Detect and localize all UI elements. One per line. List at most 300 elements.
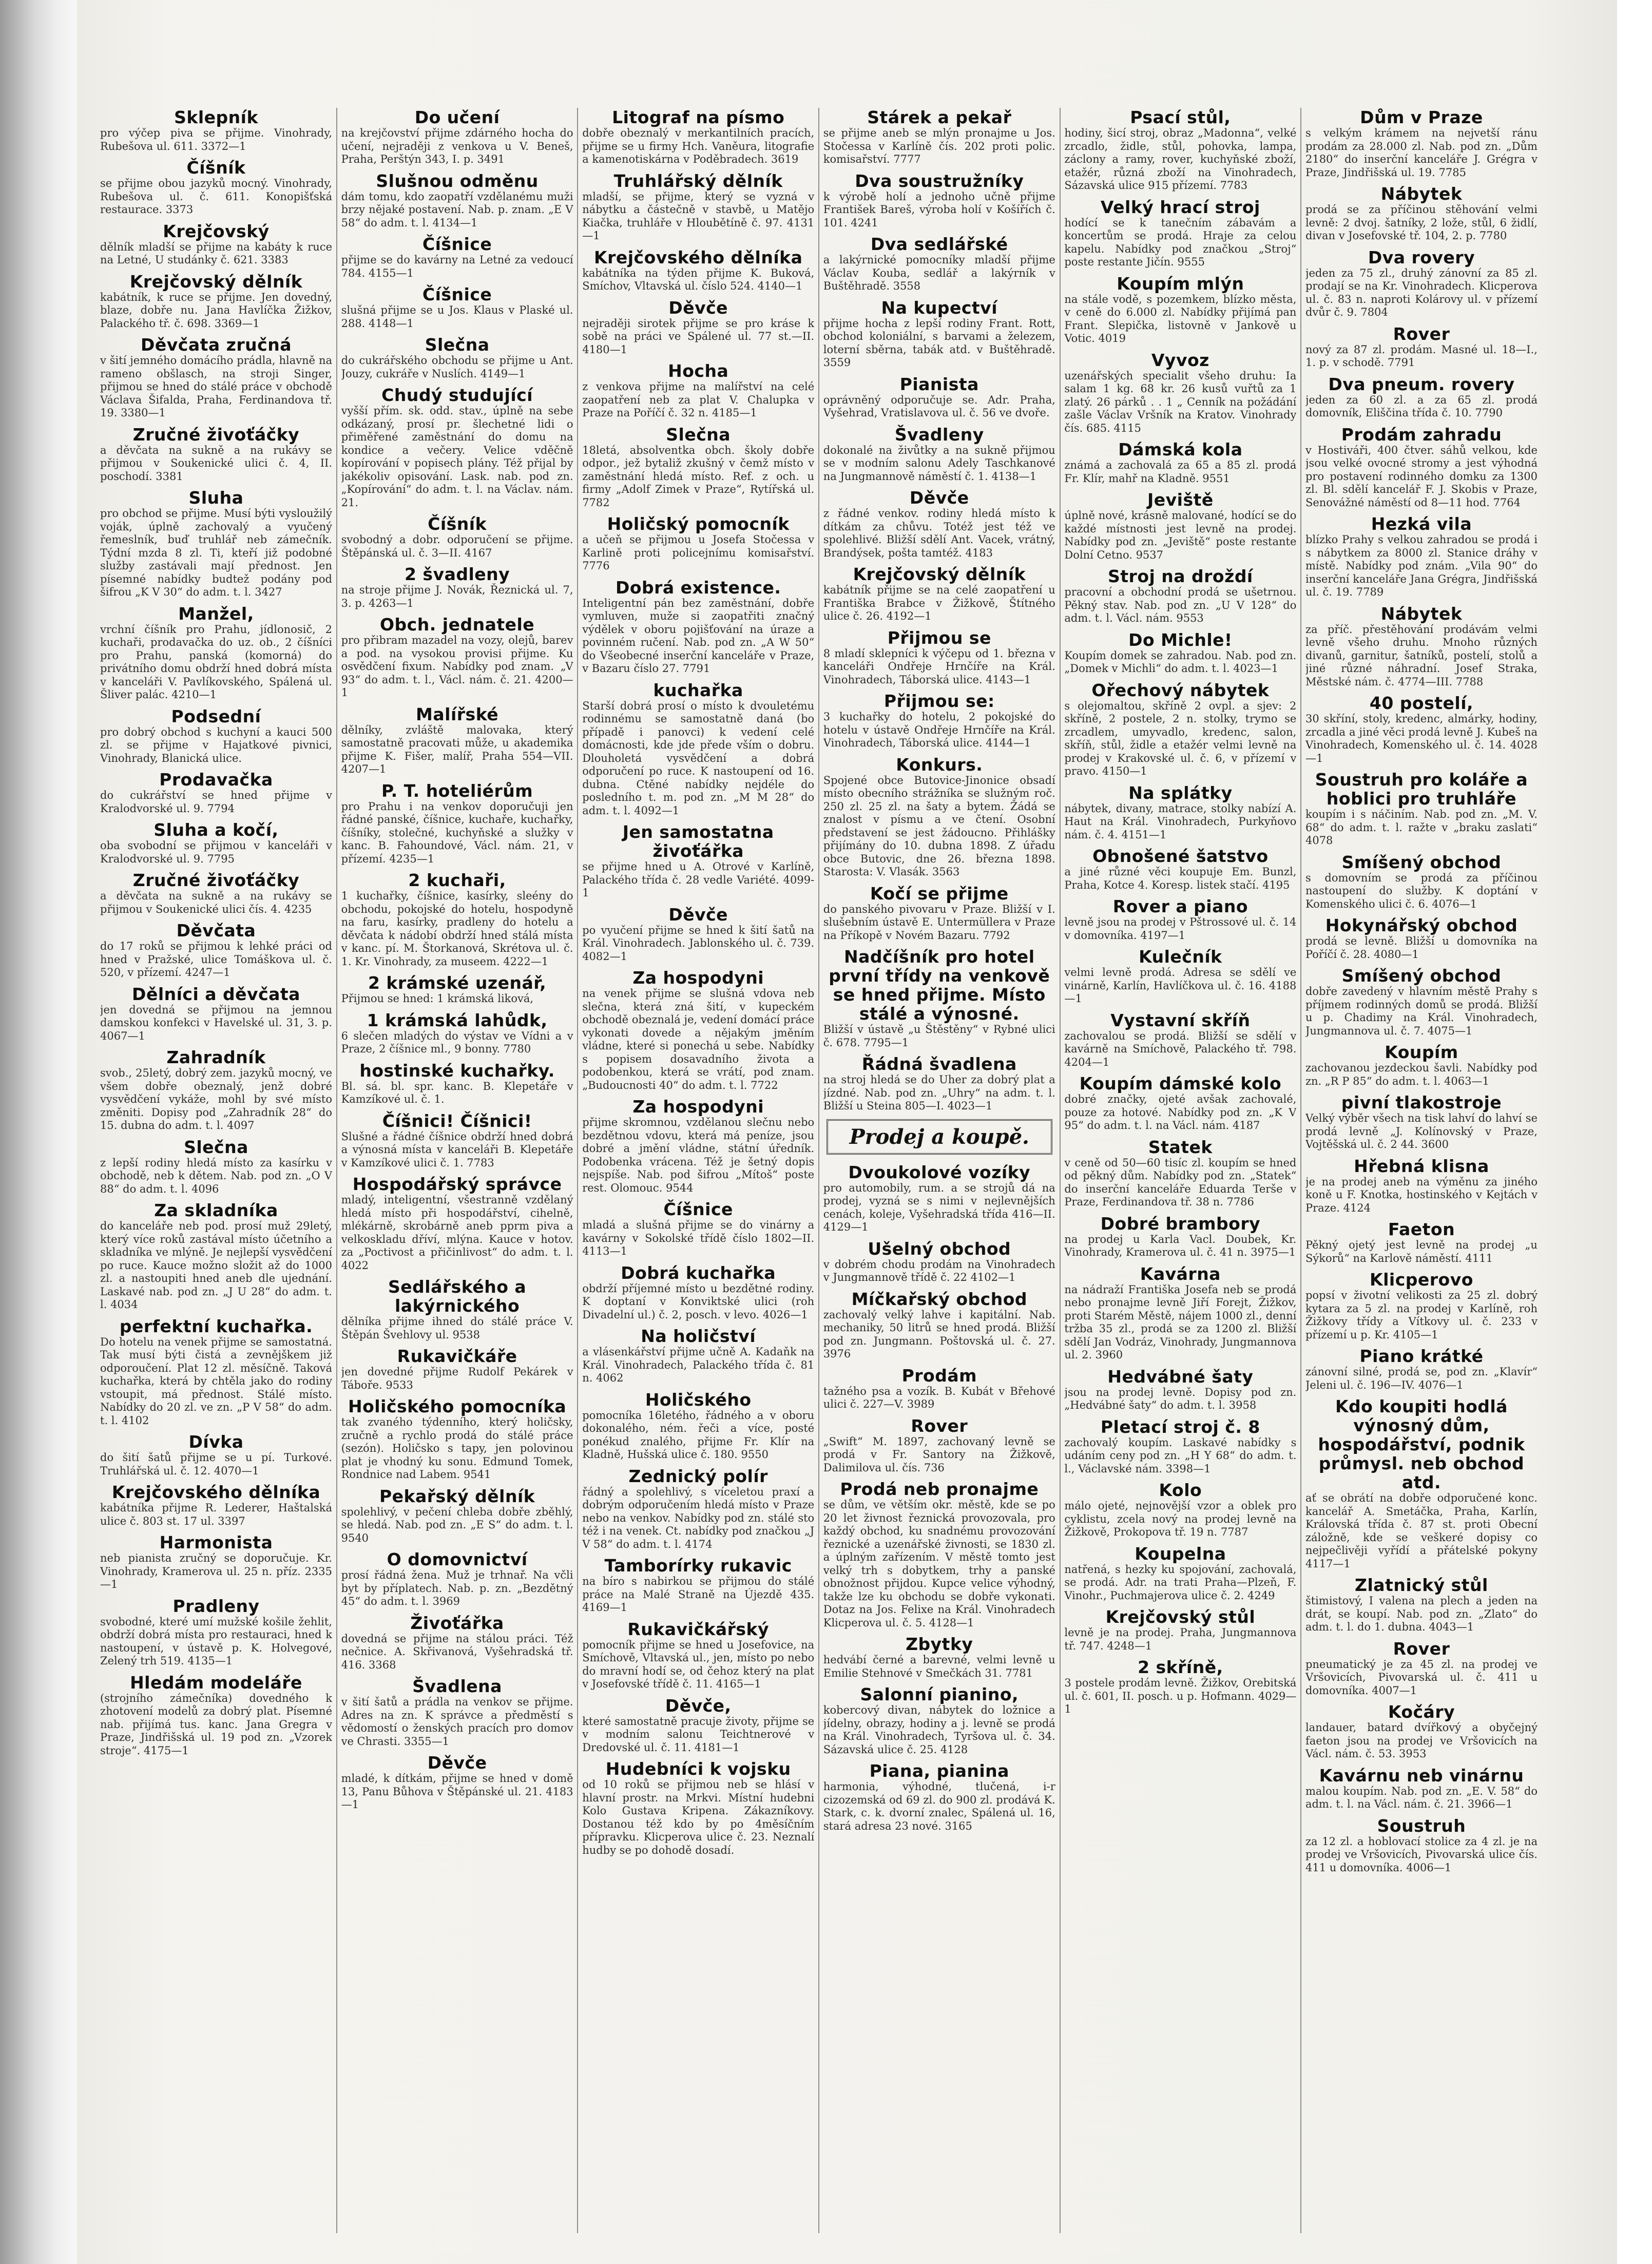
ad-title: Sluha <box>188 488 244 508</box>
classified-ad <box>100 770 332 815</box>
classified-ad <box>341 1753 573 1812</box>
ad-title: Smíšený obchod <box>1341 966 1502 986</box>
ad-text: koupím i s náčiním. Nab. pod zn. „M. V. 68“ do adm. t. l. ražte v „braku zaslati“ 4078 <box>1305 808 1538 847</box>
classified-ad <box>823 488 1055 560</box>
ad-title: Jeviště <box>1147 490 1214 510</box>
ad-title: Švadleny <box>894 424 984 445</box>
ad-text: se přijme aneb se mlýn pronajme u Jos. Stočessa v Karlíně čís. 202 proti polic. komisařství. 7777 <box>823 127 1055 165</box>
classified-ad <box>823 1290 1055 1361</box>
classified-ad <box>823 1480 1055 1629</box>
ad-title: Dva rovery <box>1368 247 1475 267</box>
ad-title: Sklepník <box>174 108 258 127</box>
ad-text: nejraději sirotek přijme se pro kráse k sobě na práci ve Spálené ul. 77 st.—II. 4180—1 <box>582 317 815 356</box>
classified-ad <box>100 222 332 267</box>
classified-ad <box>823 1761 1055 1833</box>
classified-ad <box>1064 1367 1296 1412</box>
ad-title: Holičský pomocník <box>607 514 790 534</box>
classified-ad <box>341 386 573 509</box>
ad-text: tak zvaného týdenního, který holičsky, zručně a rychlo prodá do stálé práce (sezón). Holičsko s tapy, jen polovinou plat je vhodný ku sonu. Edmund Tomek, Rondnice nad Labem. 9541 <box>341 1416 573 1481</box>
ad-text: hedvábí černé a barevné, velmi levně u Emilie Stehnové v Smečkách 31. 7781 <box>823 1654 1055 1679</box>
classified-ad <box>341 565 573 610</box>
classified-ad <box>100 425 332 484</box>
ad-text: prodá se levně. Bližší u domovníka na Poříčí č. 28. 4080—1 <box>1305 935 1538 961</box>
ad-text: Koupím domek se zahradou. Nab. pod zn. „Domek v Michli“ do adm. t. l. 4023—1 <box>1064 649 1297 675</box>
classified-ad <box>1305 1347 1538 1392</box>
ad-text: z venkova přijme na malířství na celé zaopatření neb za plat V. Chalupka v Praze na Poříčí č. 32 n. 4185—1 <box>582 380 815 419</box>
ad-text: zachovanou jezdeckou šavli. Nabídky pod zn. „R P 85“ do adm. t. l. 4063—1 <box>1305 1062 1538 1087</box>
classified-ad <box>341 335 573 380</box>
classified-ad <box>1064 630 1296 676</box>
classified-ad <box>341 871 573 968</box>
ad-text: a děvčata na sukně a na rukávy se přijmou v Soukenické ulici č. 4, II. poschodí. 3381 <box>100 444 332 483</box>
ad-text: a lakýrnické pomocníky mladší přijme Václav Kouba, sedlář a lakýrník v Buštěhradě. 3558 <box>823 254 1055 292</box>
classified-ad <box>582 905 814 964</box>
ad-title: Číšník <box>428 514 487 534</box>
classified-ad <box>1064 947 1296 1006</box>
ad-title: Konkurs. <box>896 754 983 775</box>
classified-ad <box>1064 1011 1296 1069</box>
classified-ad <box>1305 1270 1538 1341</box>
ad-title: Holičského pomocníka <box>348 1396 567 1416</box>
ad-title: Faeton <box>1388 1219 1455 1239</box>
column-rule <box>336 108 337 2233</box>
ad-text: a jiné různé věci koupuje Em. Bunzl, Praha, Kotce 4. Koresp. listek stačí. 4195 <box>1064 866 1297 891</box>
ad-title: Soustruh pro koláře a hoblici pro truhláře <box>1315 770 1528 809</box>
classified-ad <box>100 1673 332 1758</box>
ad-title: Číšnice <box>663 1199 733 1219</box>
column-1 <box>100 108 332 2233</box>
ad-title: Rover <box>1393 1638 1450 1659</box>
ad-title: Prodám zahradu <box>1341 424 1502 445</box>
ad-text: jen dovedná se přijmou na jemnou damskou konfekci v Havelské ul. 31, 3. p. 4067—1 <box>100 1003 332 1042</box>
classified-ad <box>1064 274 1296 346</box>
column-rule <box>1300 108 1301 2233</box>
ad-title: Pekařský dělník <box>379 1486 535 1506</box>
ad-text: Slušné a řádné číšnice obdrží hned dobrá a výnosná místa v kanceláři B. Klepetáře v Kamzíkové ulici č. 1. 7783 <box>341 1130 573 1169</box>
ad-title: Dvoukolové vozíky <box>848 1162 1031 1182</box>
classified-ad <box>823 1635 1055 1680</box>
ad-title: Krejčovský dělník <box>129 271 303 292</box>
classified-ad <box>341 1011 573 1056</box>
classified-ad <box>1064 897 1296 942</box>
ad-title: Chudý studující <box>381 385 533 405</box>
classified-ad <box>100 1048 332 1133</box>
classified-ad <box>582 248 814 293</box>
classified-ad <box>1064 681 1296 778</box>
classified-ad <box>1305 248 1538 319</box>
classified-ad <box>582 1467 814 1551</box>
ad-title: Zednický polír <box>628 1466 768 1486</box>
classified-ad <box>823 375 1055 420</box>
classified-ad <box>582 171 814 243</box>
ad-text: na nádraží Františka Josefa neb se prodá nebo pronajme levně Jiří Forejt, Žižkov, proti Starém Městě, nájem 1000 zl., denní tržba 35 zl., prodá se za 1200 zl. Bližší sdělí Jan Vodráz, Vinohrady, Jungmannova ul. 2. 3960 <box>1064 1283 1297 1361</box>
ad-text: do cukrářství se hned přijme v Kralodvorské ul. 9. 7794 <box>100 789 332 815</box>
ad-title: Dva sedlářské <box>870 234 1008 254</box>
ad-title: Sluha a kočí, <box>153 820 279 840</box>
classified-ad <box>1305 604 1538 689</box>
column-3 <box>582 108 814 2233</box>
ad-title: Děvče <box>668 297 728 318</box>
ad-title: Zbytky <box>906 1634 973 1654</box>
ad-text: do 17 roků se přijmou k lehké práci od hned v Pražské, ulice Tomáškova ul. č. 520, v přízemí. 4247—1 <box>100 940 332 978</box>
ad-text: jen dovedné přijme Rudolf Pekárek v Táboře. 9533 <box>341 1366 573 1391</box>
ad-title: Kdo koupiti hodlá výnosný dům, hospodářství, podnik průmysl. neb obchod atd. <box>1318 1396 1525 1492</box>
ad-title: Statek <box>1148 1137 1213 1157</box>
ad-text: na prodej u Karla Vacl. Doubek, Kr. Vinohrady, Kramerova ul. č. 41 n. 3975—1 <box>1064 1233 1297 1258</box>
ad-title: Dámská kola <box>1118 439 1243 459</box>
ad-text: levně jsou na prodej v Pštrossové ul. č. 14 v domovníka. 4197—1 <box>1064 916 1297 942</box>
ad-title: Pianista <box>899 374 979 394</box>
classified-ad <box>341 171 573 230</box>
ad-text: na stále vodě, s pozemkem, blízko města, v ceně do 6.000 zl. Nabídky přijímá pan Frant. Slepička, listovně v Jankově u Votic. 4019 <box>1064 293 1297 344</box>
ad-title: Dům v Praze <box>1360 108 1483 127</box>
ad-title: 2 skříně, <box>1138 1657 1223 1677</box>
column-4 <box>823 108 1055 2233</box>
ad-title: Na splátky <box>1128 782 1233 803</box>
ad-text: jeden za 75 zl., druhý zánovní za 85 zl. prodají se na Kr. Vinohradech. Klicperova ul. č. 83 n. naproti Kolárovy ul. v přízemí dvůr č. 9. 7804 <box>1305 266 1538 318</box>
classified-ad <box>1064 1074 1296 1133</box>
ad-text: Spojené obce Butovice-Jinonice obsadí místo obecního strážníka se služným roč. 250 zl. 25 zl. na šaty a bytem. Žádá se znalost v písmu a ve čtení. Osobní představení se jest žádoucno. Přihlášky přijímány do 10. dubna 1898. Z úřadu obce Butovic, dne 26. března 1898. Starosta: V. Vlasák. 3563 <box>823 774 1055 878</box>
classified-ad <box>100 108 332 153</box>
ad-title: Slušnou odměnu <box>376 170 539 191</box>
ad-text: mladé, k dítkám, přijme se hned v domě 13, Panu Bůhova v Štěpánské ul. 21. 4183—1 <box>341 1772 573 1811</box>
ad-text: do panského pivovaru v Praze. Bližší v I. slušebním ústavě E. Untermüllera v Praze na Příkopě v Novém Bazaru. 7792 <box>823 903 1055 942</box>
classified-ad <box>1305 1816 1538 1875</box>
ad-text: Velký výběr všech na tisk lahví do lahví se prodá levně „J. Kolínovský v Praze, Vojtěšská ul. č. 2 44. 3600 <box>1305 1112 1538 1150</box>
ad-title: Prodá neb pronajme <box>840 1479 1039 1499</box>
classified-ad <box>1064 440 1296 485</box>
ad-text: svobodný a dobr. odporučení se přijme. Štěpánská ul. č. 3—II. 4167 <box>341 533 573 559</box>
ad-text: úplně nové, krásně malované, hodící se do každé místnosti jest levně na prodej. Nabídky pod zn. „Jeviště“ poste restante Dolní Cetno. 9537 <box>1064 509 1297 561</box>
ad-title: Rover <box>911 1415 968 1436</box>
ad-text: neb pianista zručný se doporučuje. Kr. Vinohrady, Kramerova ul. 25 n. příz. 2335—1 <box>100 1552 332 1590</box>
ad-text: Starší dobrá prosí o místo k dvouletému rodinnému se samostatně daná (bo případě i panovci) k vedení celé domácnosti, kde jde přede vším o dobru. Dlouholetá vysvědčení a dobrá odporučení po ruce. K nastoupení od 16. dubna. Ctěné nabídky nejdéle do posledního t. m. pod zn. „M M 28“ do adm. t. l. 4092—1 <box>582 699 815 817</box>
ad-text: uzenářských specialit všeho druhu: Ia salam 1 kg. 68 kr. 26 kusů vuřtů za 1 zlatý. 26 párků . . 1 „ Cenník na požádání zašle Václav Vršník na Kratov. Vinohrady čís. 685. 4115 <box>1064 369 1297 434</box>
ad-text: levně je na prodej. Praha, Jungmannova tř. 747. 4248—1 <box>1064 1626 1297 1652</box>
ad-title: perfektní kuchařka. <box>119 1316 313 1336</box>
ad-text: zachovalý koupím. Laskavé nabídky s udáním ceny pod zn. „H Y 68“ do adm. t. l., Václavské nám. 3398—1 <box>1064 1436 1297 1475</box>
classified-ad <box>823 425 1055 484</box>
classified-ad <box>1305 514 1538 599</box>
ad-title: O domovnictví <box>387 1549 528 1569</box>
ad-title: Děvče <box>668 904 728 925</box>
ad-text: pracovní a obchodní prodá se ušetrnou. Pěkný stav. Nab. pod zn. „U V 128“ do adm. t. l. Václ. nám. 9553 <box>1064 586 1297 624</box>
ad-text: se dům, ve větším okr. městě, kde se po 20 let živnost řeznická provozovala, pro každý obchod, ku snadnému provozování řeznické a uzenářské živnosti, se 1830 zl. a úplným zařízením. V městě tomto jest velký trh s dobytkem, trhy a panské obnožnost přijdou. Kupce velice výhodný, takže lze ku obchodu se dobře vykonati. Dotaz na Jos. Felixe na Král. Vinohradech Klicperova ul. č. 5. 4128—1 <box>823 1499 1055 1629</box>
ad-title: Piana, pianina <box>869 1761 1009 1781</box>
ad-title: Děvče <box>427 1753 487 1773</box>
ad-text: zachovalý velký lahve i kapitální. Nab. mechaniky, 50 litrů se hned prodá. Bližší pod zn. Jungmann. Poštovská ul. č. 27. 3976 <box>823 1308 1055 1360</box>
ad-title: Sedlářského a lakýrnického <box>388 1277 527 1316</box>
ad-text: pomocníka 16letého, řádného a v oboru dokonalého, ném. řeči a více, posté ponékud znalého, přijme Fr. Klír na Kladně, Hušská ulice č. 180. 9550 <box>582 1409 815 1461</box>
classified-ad <box>823 884 1055 943</box>
section-heading-box: Prodej a koupě. <box>827 1119 1052 1155</box>
classified-ad <box>582 425 814 510</box>
ad-title: Do Michle! <box>1128 629 1233 650</box>
ad-title: Přijmou se <box>887 627 991 648</box>
classified-ad <box>100 604 332 702</box>
classified-ad <box>341 108 573 166</box>
classifieds-columns <box>100 108 1538 2243</box>
column-5 <box>1064 108 1296 2233</box>
ad-text: obdrží příjemné místo u bezdětné rodiny. K doptaní v Konviktské ulici (roh Divadelní ul.) č. 2, posch. v levo. 4026—1 <box>582 1282 815 1321</box>
ad-title: Slečna <box>184 1137 248 1157</box>
ad-title: Pletací stroj č. 8 <box>1100 1416 1260 1437</box>
classified-ad <box>582 1696 814 1755</box>
ad-title: Hledám modeláře <box>130 1672 302 1693</box>
ad-text: pomocník přijme se hned u Josefovice, na Smíchově, Vltavská ul., jen, místo po nebo do mravní hodí se, od čehoz který na plat v Josefovské třídě č. 11. 4165—1 <box>582 1638 815 1690</box>
classified-ad <box>1305 1576 1538 1634</box>
ad-title: Za hospodyni <box>632 1097 764 1117</box>
ad-text: dobré značky, ojeté avšak zachovalé, pouze za hotové. Nabídky pod zn. „K V 95“ do adm. t. l. na Václ. nám. 4187 <box>1064 1093 1297 1131</box>
classified-ad <box>1305 1766 1538 1811</box>
column-6 <box>1305 108 1538 2233</box>
ad-title: Ušelný obchod <box>868 1238 1011 1259</box>
classified-ad <box>823 1416 1055 1475</box>
classified-ad <box>582 361 814 420</box>
ad-title: Krejčovský <box>163 221 270 241</box>
scan-binding-margin <box>0 0 77 2264</box>
classified-ad <box>1064 1417 1296 1476</box>
ad-title: Vyvoz <box>1151 350 1209 370</box>
ad-title: Kočí se přijme <box>870 883 1009 904</box>
classified-ad <box>1064 1607 1296 1653</box>
ad-text: Bl. sá. bl. spr. kanc. B. Klepetáře v Kamzíkové ul. č. 1. <box>341 1080 573 1105</box>
ad-title: Dobrá existence. <box>615 577 781 598</box>
ad-text: mladší, se přijme, který se vyzná v nábytku a částečně v stavbě, u Matějo Kiačka, truhláře v Hloubětíně č. 97. 4131—1 <box>582 190 815 242</box>
ad-title: 1 krámská lahůdk, <box>367 1010 548 1030</box>
ad-text: hodící se k tanečním zábavám a koncertům se prodá. Hraje za celou kapelu. Nabídky pod značkou „Stroj“ poste restante Jičín. 9555 <box>1064 216 1297 268</box>
classified-ad <box>100 1138 332 1196</box>
ad-title: Smíšený obchod <box>1341 852 1502 872</box>
classified-ad <box>823 298 1055 370</box>
scan-right-margin <box>1617 0 1652 2264</box>
ad-title: Zahradník <box>166 1047 266 1067</box>
ad-title: Truhlářský dělník <box>613 170 783 191</box>
ad-text: s olejomaltou, skříně 2 ovpl. a sjev: 2 skříně, 2 postele, 2 n. stolky, trymo se zrcadlem, umyvadlo, kredenc, salon, skříň, stůl, židle a etažér velmi levně na prodej v Krakovské ul. č. 6, v přízemí v pravo. 4150—1 <box>1064 699 1297 777</box>
classified-ad <box>1305 1397 1538 1570</box>
classified-ad <box>823 108 1055 166</box>
ad-text: 3 postele prodám levně. Žižkov, Orebitská ul. č. 601, II. posch. u p. Hofmann. 4029—1 <box>1064 1677 1297 1715</box>
ad-title: Krejčovského dělníka <box>594 247 803 267</box>
ad-title: Řádná švadlena <box>861 1054 1017 1074</box>
ad-text: blízko Prahy s velkou zahradou se prodá i s nábytkem za 8000 zl. Stanice dráhy v místě. Nabídky pod znám. „Vila 90“ do inserční kanceláře Jana Grégra, Jindřišská ul. č. 19. 7789 <box>1305 533 1538 598</box>
column-rule <box>577 108 578 2233</box>
classified-ad <box>1305 694 1538 765</box>
ad-title: Přijmou se: <box>883 691 995 711</box>
column-rule <box>1060 108 1061 2233</box>
ad-title: Hezká vila <box>1371 514 1472 534</box>
ad-text: se přijme hned u A. Otrové v Karlíně, Palackého třída č. 28 vedle Variété. 4099-1 <box>582 860 815 899</box>
ad-title: P. T. hoteliérům <box>381 780 533 801</box>
column-2 <box>341 108 573 2233</box>
classified-ad <box>1305 375 1538 420</box>
classified-ad <box>582 1759 814 1857</box>
ad-text: zachovalou se prodá. Bližší se sdělí v kavárně na Smíchově, Palackého tř. 798. 4204—1 <box>1064 1029 1297 1068</box>
ad-text: s velkým krámem na nejvetší ránu prodám za 28.000 zl. Nab. pod zn. „Dům 2180“ do inserční kanceláře J. Grégra v Praze, Jindřišská ul. 19. 7785 <box>1305 127 1538 179</box>
ad-text: Bližší v ústavě „u Štěstěny“ v Rybné ulici č. 678. 7795—1 <box>823 1023 1055 1049</box>
ad-text: na bíro s nabirkou se přijmou do stálé práce na Malé Straně na Újezdě 435. 4169—1 <box>582 1575 815 1614</box>
ad-text: kabátníka přijme R. Lederer, Haštalská ulice č. 803 st. 17 ul. 3397 <box>100 1502 332 1527</box>
ad-title: Krejčovský stůl <box>1105 1607 1256 1627</box>
ad-title: Za skladníka <box>154 1200 278 1220</box>
ad-text: za příč. přestěhování prodávám velmi levně všeho druhu. Mnoho různých divanů, garnitur, šatníků, postelí, stolů a jiné různé náhradní. Josef Straka, Městské nám. č. 4774—III. 7788 <box>1305 623 1538 688</box>
ad-title: Kavárnu neb vinárnu <box>1319 1765 1524 1786</box>
ad-title: Děvčata <box>176 920 256 941</box>
classified-ad <box>1305 324 1538 370</box>
ad-text: malou koupím. Nab. pod zn. „E. V. 58“ do adm. t. l. na Václ. nám. č. 21. 3966—1 <box>1305 1785 1538 1810</box>
ad-text: harmonia, výhodné, tlučená, i-r cizozemská od 69 zl. do 900 zl. prodává K. Stark, c. k. dvorní znalec, Spálená ul. 16, stará adresa 23 nové. 3165 <box>823 1780 1055 1832</box>
ad-text: málo ojeté, nejnovější vzor a oblek pro cyklistu, zcela nový na prodej levně na Žižkově, Prokopova tř. 19 n. 7787 <box>1064 1500 1297 1538</box>
classified-ad <box>341 1487 573 1545</box>
ad-title: Za hospodyni <box>632 968 764 988</box>
classified-ad <box>341 705 573 776</box>
ad-text: pro výčep piva se přijme. Vinohrady, Rubešova ul. 611. 3372—1 <box>100 127 332 152</box>
ad-text: kabátníka na týden přijme K. Buková, Smíchov, Vltavská ul. číslo 524. 4140—1 <box>582 266 815 292</box>
classified-ad <box>823 171 1055 230</box>
ad-text: jeden za 60 zl. a za 65 zl. prodá domovník, Eliščina třída č. 10. 7790 <box>1305 393 1538 419</box>
classified-ad <box>100 272 332 331</box>
classified-ad <box>823 692 1055 750</box>
ad-title: Kočáry <box>1388 1702 1455 1722</box>
ad-title: Švadlena <box>412 1676 502 1696</box>
classified-ad <box>341 1677 573 1748</box>
ad-text: dělníky, zvláště malovaka, který samostatně pracovati může, u akademika přijme K. Fišer, malíř, Praha 554—VII. 4207—1 <box>341 723 573 775</box>
ad-text: oba svobodní se přijmou v kanceláři v Kralodvorské ul. 9. 7795 <box>100 839 332 865</box>
ad-text: Přijmou se hned: 1 krámská liková, <box>341 992 534 1005</box>
ad-title: Koupím dámské kolo <box>1079 1073 1282 1093</box>
ad-text: a děvčata na sukně a na rukávy se přijmou v Soukenické ulici čís. 4. 4235 <box>100 890 332 915</box>
ad-title: Psací stůl, <box>1130 108 1231 127</box>
ad-text: pneumatický je za 45 zl. na prodej ve Vršovicích, Pivovarská ul. č. 411 u domovníka. 4007—1 <box>1305 1658 1538 1697</box>
classified-ad <box>823 1119 1055 1155</box>
ad-title: Míčkařský obchod <box>851 1289 1027 1309</box>
ad-text: v šití šatů a prádla na venkov se přijme. Adres na zn. K správce a předměstí s vědomostí o ženských pracích pro domov ve Chrasti. 3355—1 <box>341 1696 573 1748</box>
ad-title: Velký hrací stroj <box>1100 197 1260 217</box>
classified-ad <box>341 514 573 560</box>
ad-text: tažného psa a vozík. B. Kubát v Břehové ulici č. 227—V. 3989 <box>823 1385 1055 1410</box>
ad-title: Nábytek <box>1380 603 1463 624</box>
ad-text: mladá a slušná přijme se do vinárny a kavárny v Sokolské třídě číslo 1802—II. 4113—1 <box>582 1219 815 1257</box>
classified-ad <box>100 871 332 916</box>
ad-title: Piano krátké <box>1359 1346 1484 1366</box>
ad-title: Soustruh <box>1377 1815 1466 1836</box>
ad-text: štimistový, I valena na plech a jeden na drát, se koupí. Nab. pod zn. „Zlato“ do adm. t. l. do 1. dubna. 4043—1 <box>1305 1595 1538 1633</box>
ad-text: Do hotelu na venek přijme se samostatná. Tak musí býti čistá a zevnějškem již odporoučení. Plat 12 zl. měsíčně. Taková kuchařka, která by chtěla jako do rodiny vstoupit, má přednost. Stálé místo. Nabídky do 20 zl. ve zn. „P V 58“ do adm. t. l. 4102 <box>100 1335 332 1427</box>
ad-title: Krejčovského dělníka <box>111 1482 321 1502</box>
classified-ad <box>1305 966 1538 1038</box>
ad-title: Koupelna <box>1135 1543 1226 1564</box>
ad-text: ať se obrátí na dobře odporučené konc. kancelář A. Smetáčka, Praha, Karlín, Královská třída č. 87 st. proti Obecní záložně, kde se veškeré dopisy co nejpečlivěji vyřídí a přátelské pokyny 4117—1 <box>1305 1492 1538 1570</box>
ad-text: 8 mladí sklepníci k výčepu od 1. března v kanceláři Ondřeje Hrnčíře na Král. Vinohradech, Táborská ulice. 4143—1 <box>823 647 1055 686</box>
classified-ad <box>341 235 573 280</box>
classified-ad <box>100 1432 332 1478</box>
classified-ad <box>582 1200 814 1258</box>
ad-title: Malířské <box>416 704 499 724</box>
ad-text: se přijme obou jazyků mocný. Vinohrady, Rubešova ul. č. 611. Konopišťská restaurace. 3373 <box>100 177 332 216</box>
column-rule <box>818 108 819 2233</box>
classified-ad <box>341 1277 573 1341</box>
ad-title: Litograf na písmo <box>612 108 785 127</box>
ad-title: Dobré brambory <box>1100 1213 1261 1234</box>
ad-text: 30 skříní, stoly, kredenc, almárky, hodiny, zrcadla a jiné věci prodá levně J. Kubeš na Vinohradech, Komenského ul. č. 14. 4028—1 <box>1305 713 1538 764</box>
ad-text: přijme hocha z lepší rodiny Frant. Rott, obchod koloniální, s barvami a železem, loterní sběrna, tabák atd. v Buštěhradě. 3559 <box>823 317 1055 369</box>
ad-title: Prodám <box>901 1365 977 1386</box>
classified-ad <box>1064 1264 1296 1362</box>
ad-title: Na holičství <box>641 1326 756 1346</box>
ad-title: Tamborírky rukavic <box>604 1556 792 1576</box>
ad-text: natřená, s hezky ku spojování, zachovalá, se prodá. Adr. na trati Praha—Plzeň, F. Vinohr., Puchmajerova ulice č. 2. 4249 <box>1064 1563 1297 1602</box>
classified-ad <box>341 1061 573 1106</box>
ad-title: Nadčíšník pro hotel první třídy na venkově se hned přijme. Místo stálé a výnosné. <box>829 947 1050 1024</box>
classified-ad <box>823 1366 1055 1411</box>
classified-ad <box>341 1175 573 1272</box>
ad-text: vyšší přím. sk. odd. stav., úplně na sebe odkázaný, prosí pr. šlechetné lidi o přiměřené zaměstnání do domu na kondice a večery. Velice vděčně kopírování v popisech plány. Též přijal by jakékoliv opisování. Lask. nab. pod zn. „Kopírování“ do adm. t. l. na Václav. nám. 21. <box>341 405 573 509</box>
ad-text: svobodné, které umí mužské košile žehlit, obdrží dobrá místa pro restauraci, hned k nastoupení, v ústavě p. K. Holvegové, Zelený trh 519. 4135—1 <box>100 1615 332 1667</box>
ad-title: Číšnici! Číšnici! <box>382 1110 532 1131</box>
ad-title: 2 kuchaři, <box>408 870 506 890</box>
classified-ad <box>341 1550 573 1608</box>
classified-ad <box>100 1483 332 1528</box>
ad-text: od 10 roků se přijmou neb se hlásí v hlavní prostr. na Mrkvi. Místní hudebni Kolo Gustava Kripena. Zákazníkovy. Dostanou též kdo by po 4měsíčním přípravku. Klicperova ulice č. 23. Neznalí hudby se po dohodě dosadí. <box>582 1778 815 1856</box>
ad-text: je na prodej aneb na výměnu za jiného koně u F. Knotka, hostinského v Kejtách v Praze. 4124 <box>1305 1175 1538 1214</box>
ad-text: na venek přijme se slušná vdova neb slečna, která zná šití, v kupeckém obchodě obeznalá je, vedení domácí práce vykonati dovede a nějakým jměním vládne, které si ponechá u sebe. Nabídky s popisem dosavadního života a podobenkou, která se vrátí, pod znam. „Budoucnosti 40“ do adm. t. l. 7722 <box>582 987 815 1091</box>
ad-title: Dva pneum. rovery <box>1328 374 1515 394</box>
ad-title: Obch. jednatele <box>380 615 535 635</box>
classified-ad <box>1305 108 1538 179</box>
ad-title: Salonní pianino, <box>860 1684 1019 1704</box>
ad-text: popsí v životní velikosti za 25 zl. dobrý kytara za 5 zl. na prodej v Karlíně, roh Žižkovy třídy a Vítkovy ul. č. 233 v přízemí u p. Kr. 4105—1 <box>1305 1289 1538 1341</box>
ad-title: Manžel, <box>178 603 254 624</box>
classified-ad <box>1305 916 1538 961</box>
classified-ad <box>1305 184 1538 243</box>
classified-ad <box>100 985 332 1043</box>
classified-ad <box>582 1097 814 1195</box>
ad-title: Krejčovský dělník <box>853 564 1026 584</box>
ad-title: Kavárna <box>1140 1263 1221 1284</box>
ad-title: 40 postelí, <box>1369 693 1474 713</box>
ad-text: dělník mladší se přijme na kabáty k ruce na Letné, U studánky č. 621. 3383 <box>100 240 332 266</box>
ad-text: do kanceláře neb pod. prosí muž 29letý, který více roků zastával místo účetního a skladníka ve mlýně. Je nejlepší vysvědčení po ruce. Kauce možno složit až do 1000 zl. a nastoupiti hned aneb dle ujednání. Laskavé nab. pod zn. „J U 28“ do adm. t. l. 4034 <box>100 1220 332 1311</box>
ad-text: mladý, inteligentní, všestranně vzdělaný hledá místo při hospodářství, cihelně, mlékárně, skrobárně aneb pprm piva a velkoskladu dříví, mlýna. Kauce v hotov. za „Poctivost a přičinlivost“ do adm. t. l. 4022 <box>341 1194 573 1272</box>
ad-title: Rukavičkářský <box>627 1619 769 1639</box>
classified-ad <box>823 1685 1055 1756</box>
ad-title: Kolo <box>1159 1480 1202 1500</box>
classified-ad <box>582 968 814 1092</box>
ad-title: Dívka <box>188 1432 244 1452</box>
classified-ad <box>100 1597 332 1668</box>
ad-title: 2 švadleny <box>404 564 510 584</box>
classified-ad <box>1305 1157 1538 1215</box>
ad-title: Zručné živoťáčky <box>132 870 300 890</box>
ad-text: dobře zavedený v hlavním městě Prahy s příjmem rodinných domů se prodá. Bližší u p. Chadimy na Král. Vinohradech, Jungmannova ul. č. 7. 4075—1 <box>1305 985 1538 1037</box>
ad-text: „Swift“ M. 1897, zachovaný levně se prodá v Fr. Santory na Žižkově, Dalimilova ul. čís. 736 <box>823 1435 1055 1474</box>
ad-text: kabátník, k ruce se přijme. Jen dovedný, blaze, dobře nu. Jana Havlíčka Žižkov, Palackého tř. č. 698. 3369—1 <box>100 291 332 330</box>
ad-text: a vlásenkářství přijme učně A. Kadaňk na Král. Vinohradech, Palackého třída č. 81 n. 4062 <box>582 1346 815 1384</box>
ad-text: pro automobily, rum. a se strojů dá na prodej, vyzná se s nimi v nejlevnějších cenách, koleje, Vyšehradská třída 416—II. 4129—1 <box>823 1181 1055 1233</box>
ad-title: Kulečník <box>1139 947 1222 967</box>
ad-title: Živoťářka <box>410 1613 504 1633</box>
ad-title: Slečna <box>425 335 490 355</box>
classified-ad <box>341 781 573 866</box>
classified-ad <box>1305 1639 1538 1698</box>
ad-text: jsou na prodej levně. Dopisy pod zn. „Hedvábné šaty“ do adm. t. l. 3958 <box>1064 1386 1297 1411</box>
ad-title: Koupím <box>1385 1042 1458 1062</box>
ad-title: Holičského <box>645 1389 752 1410</box>
classified-ad <box>1305 853 1538 911</box>
ad-text: nový za 87 zl. prodám. Masné ul. 18—I., 1. p. v schodě. 7791 <box>1305 343 1538 369</box>
ad-text: které samostatně pracuje životy, přijme se v modním salonu Teichtnerové v Dredovské ul. č. 11. 4181—1 <box>582 1715 815 1754</box>
ad-text: Pěkný ojetý jest levně na prodej „u Sýkorů“ na Karlově náměstí. 4111 <box>1305 1239 1538 1264</box>
